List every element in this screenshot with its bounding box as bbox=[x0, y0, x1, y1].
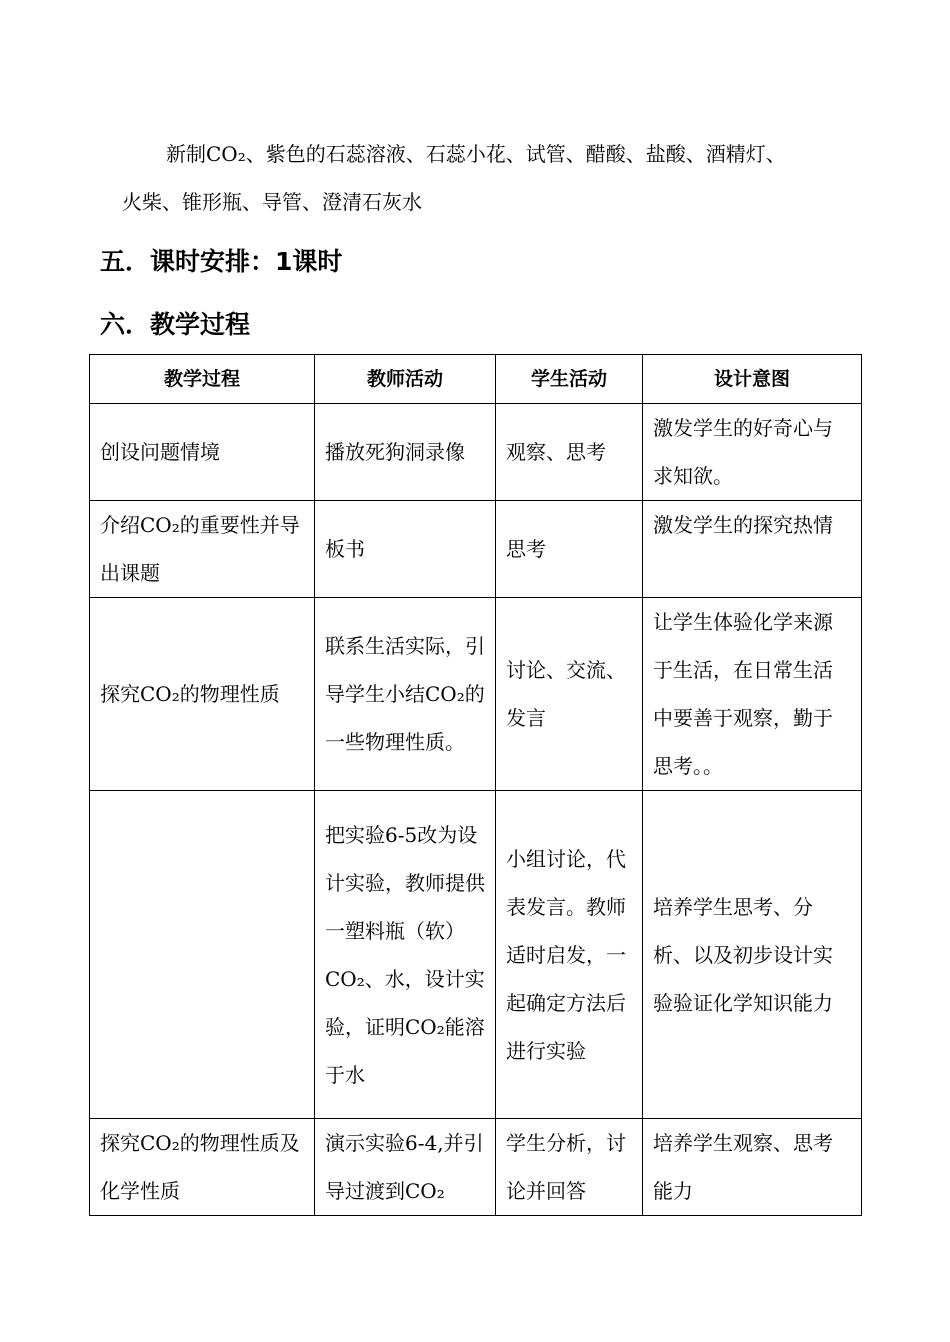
header-student: 学生活动 bbox=[496, 355, 643, 404]
section-6-heading: 六．教学过程 bbox=[100, 310, 251, 339]
section-5-heading: 五．课时安排：1课时 bbox=[100, 247, 343, 276]
table-cell: 激发学生的好奇心与求知欲。 bbox=[643, 404, 862, 501]
table-cell: 联系生活实际，引导学生小结CO₂的一些物理性质。 bbox=[315, 598, 496, 791]
teaching-process-table bbox=[89, 354, 862, 1216]
table-cell: 学生分析，讨论并回答 bbox=[496, 1119, 643, 1216]
table-row bbox=[90, 501, 862, 598]
table-cell: 创设问题情境 bbox=[90, 404, 315, 501]
table-cell: 激发学生的探究热情 bbox=[643, 501, 862, 598]
table-cell: 板书 bbox=[315, 501, 496, 598]
header-intent: 设计意图 bbox=[643, 355, 862, 404]
materials-line-2: 火柴、锥形瓶、导管、澄清石灰水 bbox=[122, 190, 422, 214]
table-row bbox=[90, 791, 862, 1119]
table-row bbox=[90, 1119, 862, 1216]
table-cell: 演示实验6-4,并引导过渡到CO₂ bbox=[315, 1119, 496, 1216]
table-cell: 培养学生观察、思考能力 bbox=[643, 1119, 862, 1216]
table-cell: 介绍CO₂的重要性并导出课题 bbox=[90, 501, 315, 598]
table-cell: 小组讨论，代表发言。教师适时启发，一起确定方法后进行实验 bbox=[496, 791, 643, 1119]
header-teacher: 教师活动 bbox=[315, 355, 496, 404]
table-cell: 把实验6-5改为设计实验，教师提供一塑料瓶（软）CO₂、水，设计实验，证明CO₂能溶于水 bbox=[315, 791, 496, 1119]
table-cell bbox=[90, 791, 315, 1119]
table-cell: 让学生体验化学来源于生活，在日常生活中要善于观察，勤于思考。。 bbox=[643, 598, 862, 791]
table-cell: 探究CO₂的物理性质 bbox=[90, 598, 315, 791]
table-cell: 播放死狗洞录像 bbox=[315, 404, 496, 501]
table-cell: 讨论、交流、发言 bbox=[496, 598, 643, 791]
table-row bbox=[90, 598, 862, 791]
table-cell: 观察、思考 bbox=[496, 404, 643, 501]
table-cell: 培养学生思考、分析、以及初步设计实验验证化学知识能力 bbox=[643, 791, 862, 1119]
table-cell: 思考 bbox=[496, 501, 643, 598]
table-cell: 探究CO₂的物理性质及化学性质 bbox=[90, 1119, 315, 1216]
table-header-row bbox=[90, 355, 862, 404]
table-row bbox=[90, 404, 862, 501]
materials-line-1: 新制CO₂、紫色的石蕊溶液、石蕊小花、试管、醋酸、盐酸、酒精灯、 bbox=[166, 142, 786, 166]
header-process: 教学过程 bbox=[90, 355, 315, 404]
